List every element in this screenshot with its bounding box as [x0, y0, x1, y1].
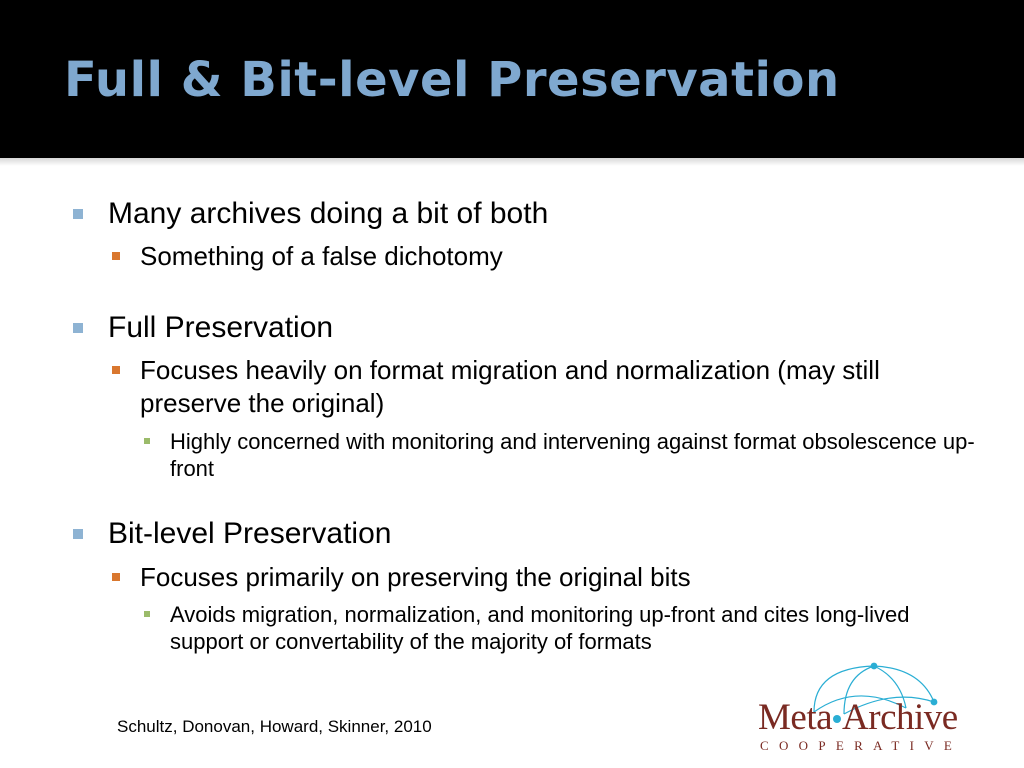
bullet-item: [108, 197, 988, 231]
logo-dot-icon: [833, 715, 841, 723]
square-bullet-icon: [73, 209, 83, 219]
metaarchive-logo: [752, 662, 984, 758]
bullet-item: [140, 240, 980, 273]
bullet-text: Bit-level Preservation: [108, 517, 392, 550]
bullet-text: Highly concerned with monitoring and intervening against format obsolescence up-front: [170, 429, 975, 481]
bullet-item: [108, 311, 988, 345]
slide-title: Full & Bit-level Preservation: [64, 52, 840, 108]
square-bullet-icon: [144, 611, 150, 617]
square-bullet-icon: [73, 323, 83, 333]
bullet-text: Something of a false dichotomy: [140, 241, 503, 271]
square-bullet-icon: [144, 438, 150, 444]
bullet-item: [108, 517, 988, 551]
bullet-text: Avoids migration, normalization, and monitoring up-front and cites long-lived support or convertability of the majority of formats: [170, 602, 910, 654]
logo-word-right: Archive: [842, 697, 958, 738]
bullet-text: Focuses heavily on format migration and normalization (may still preserve the original): [140, 355, 880, 418]
logo-word-left: Meta: [758, 697, 833, 738]
bullet-item: [170, 428, 980, 482]
bullet-text: Many archives doing a bit of both: [108, 197, 549, 230]
logo-wordmark: [758, 698, 958, 738]
bullet-text: Full Preservation: [108, 311, 334, 344]
bullet-item: [140, 561, 980, 594]
citation: Schultz, Donovan, Howard, Skinner, 2010: [117, 717, 432, 736]
logo-subtitle: COOPERATIVE: [760, 738, 963, 753]
square-bullet-icon: [112, 252, 120, 260]
bullet-item: [140, 354, 980, 420]
square-bullet-icon: [112, 573, 120, 581]
square-bullet-icon: [73, 529, 83, 539]
square-bullet-icon: [112, 366, 120, 374]
bullet-text: Focuses primarily on preserving the original bits: [140, 562, 691, 592]
bullet-item: [170, 601, 980, 655]
